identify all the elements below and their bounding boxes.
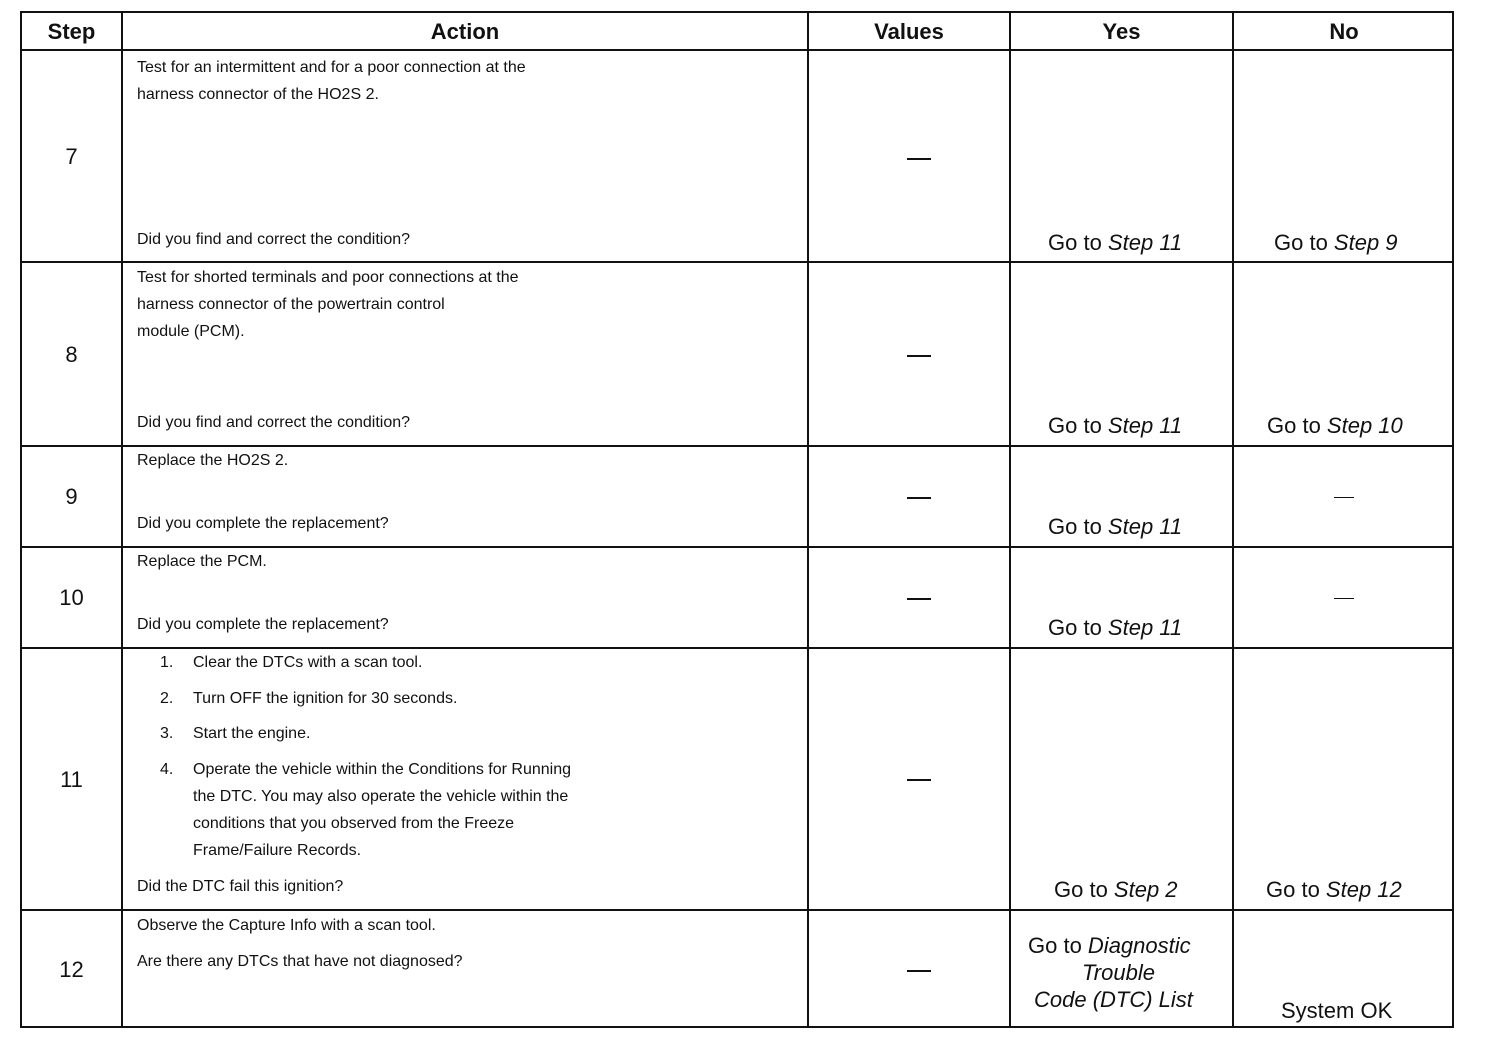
row-divider xyxy=(22,647,1452,649)
header-step: Step xyxy=(47,19,96,44)
column-divider xyxy=(807,13,809,1026)
action-question: Did you find and correct the condition? xyxy=(137,231,411,248)
no-goto: Go to Step 10 xyxy=(1267,413,1403,438)
action-text: Test for an intermittent and for a poor connection at the xyxy=(137,59,526,76)
yes-goto: Go to Step 11 xyxy=(1048,230,1183,255)
values-dash xyxy=(907,970,931,972)
row-divider xyxy=(22,909,1452,911)
step-number: 11 xyxy=(60,766,83,792)
substep-text: conditions that you observed from the Freeze xyxy=(193,815,515,832)
column-divider xyxy=(1009,13,1011,1026)
header-values: Values xyxy=(874,19,944,44)
row-divider xyxy=(22,546,1452,548)
substep-number: 1. xyxy=(160,654,174,671)
column-divider xyxy=(121,13,123,1026)
no-goto: Go to Step 9 xyxy=(1274,230,1398,255)
substep-text: Clear the DTCs with a scan tool. xyxy=(193,654,423,671)
substep-text: Start the engine. xyxy=(193,725,311,742)
action-question: Did the DTC fail this ignition? xyxy=(137,878,344,895)
action-text: harness connector of the powertrain control xyxy=(137,296,445,313)
no-result: System OK xyxy=(1281,998,1393,1023)
values-dash xyxy=(907,158,931,160)
step-number: 7 xyxy=(65,143,78,169)
substep-text: Operate the vehicle within the Conditions for Running xyxy=(193,761,571,778)
no-goto: Go to Step 12 xyxy=(1266,877,1402,902)
action-question: Did you complete the replacement? xyxy=(137,616,389,633)
values-dash xyxy=(907,779,931,781)
header-no: No xyxy=(1329,19,1359,44)
action-question: Did you find and correct the condition? xyxy=(137,414,411,431)
step-number: 8 xyxy=(65,341,78,367)
yes-goto: Go to Step 11 xyxy=(1048,615,1183,640)
yes-goto-cont: Trouble xyxy=(1082,960,1155,985)
header-yes: Yes xyxy=(1102,19,1141,44)
action-question: Did you complete the replacement? xyxy=(137,515,389,532)
yes-goto: Go to Step 11 xyxy=(1048,514,1183,539)
substep-number: 3. xyxy=(160,725,174,742)
row-divider xyxy=(22,445,1452,447)
substep-text: Frame/Failure Records. xyxy=(193,842,362,859)
no-dash xyxy=(1334,497,1354,498)
action-text: harness connector of the HO2S 2. xyxy=(137,86,379,103)
substep-number: 2. xyxy=(160,690,174,707)
substep-text: the DTC. You may also operate the vehicle within the xyxy=(193,788,569,805)
action-text: Replace the HO2S 2. xyxy=(137,452,289,469)
substep-number: 4. xyxy=(160,761,174,778)
values-dash xyxy=(907,598,931,600)
action-text: module (PCM). xyxy=(137,323,245,340)
action-question: Are there any DTCs that have not diagnosed? xyxy=(137,953,463,970)
step-number: 12 xyxy=(59,957,84,982)
yes-goto-cont: Code (DTC) List xyxy=(1034,987,1193,1012)
substep-text: Turn OFF the ignition for 30 seconds. xyxy=(193,690,458,707)
yes-goto: Go to Step 2 xyxy=(1054,877,1178,902)
action-text: Replace the PCM. xyxy=(137,553,267,570)
column-divider xyxy=(1232,13,1234,1026)
row-divider xyxy=(22,261,1452,263)
header-action: Action xyxy=(430,19,500,44)
values-dash xyxy=(907,355,931,357)
no-dash xyxy=(1334,598,1354,599)
step-number: 9 xyxy=(65,484,78,509)
action-text: Test for shorted terminals and poor connections at the xyxy=(137,269,519,286)
yes-goto: Go to Diagnostic xyxy=(1028,933,1191,958)
action-text: Observe the Capture Info with a scan tool. xyxy=(137,917,436,934)
yes-goto: Go to Step 11 xyxy=(1048,413,1183,438)
values-dash xyxy=(907,497,931,499)
step-number: 10 xyxy=(59,585,84,610)
diagnostic-table xyxy=(20,11,1454,1028)
